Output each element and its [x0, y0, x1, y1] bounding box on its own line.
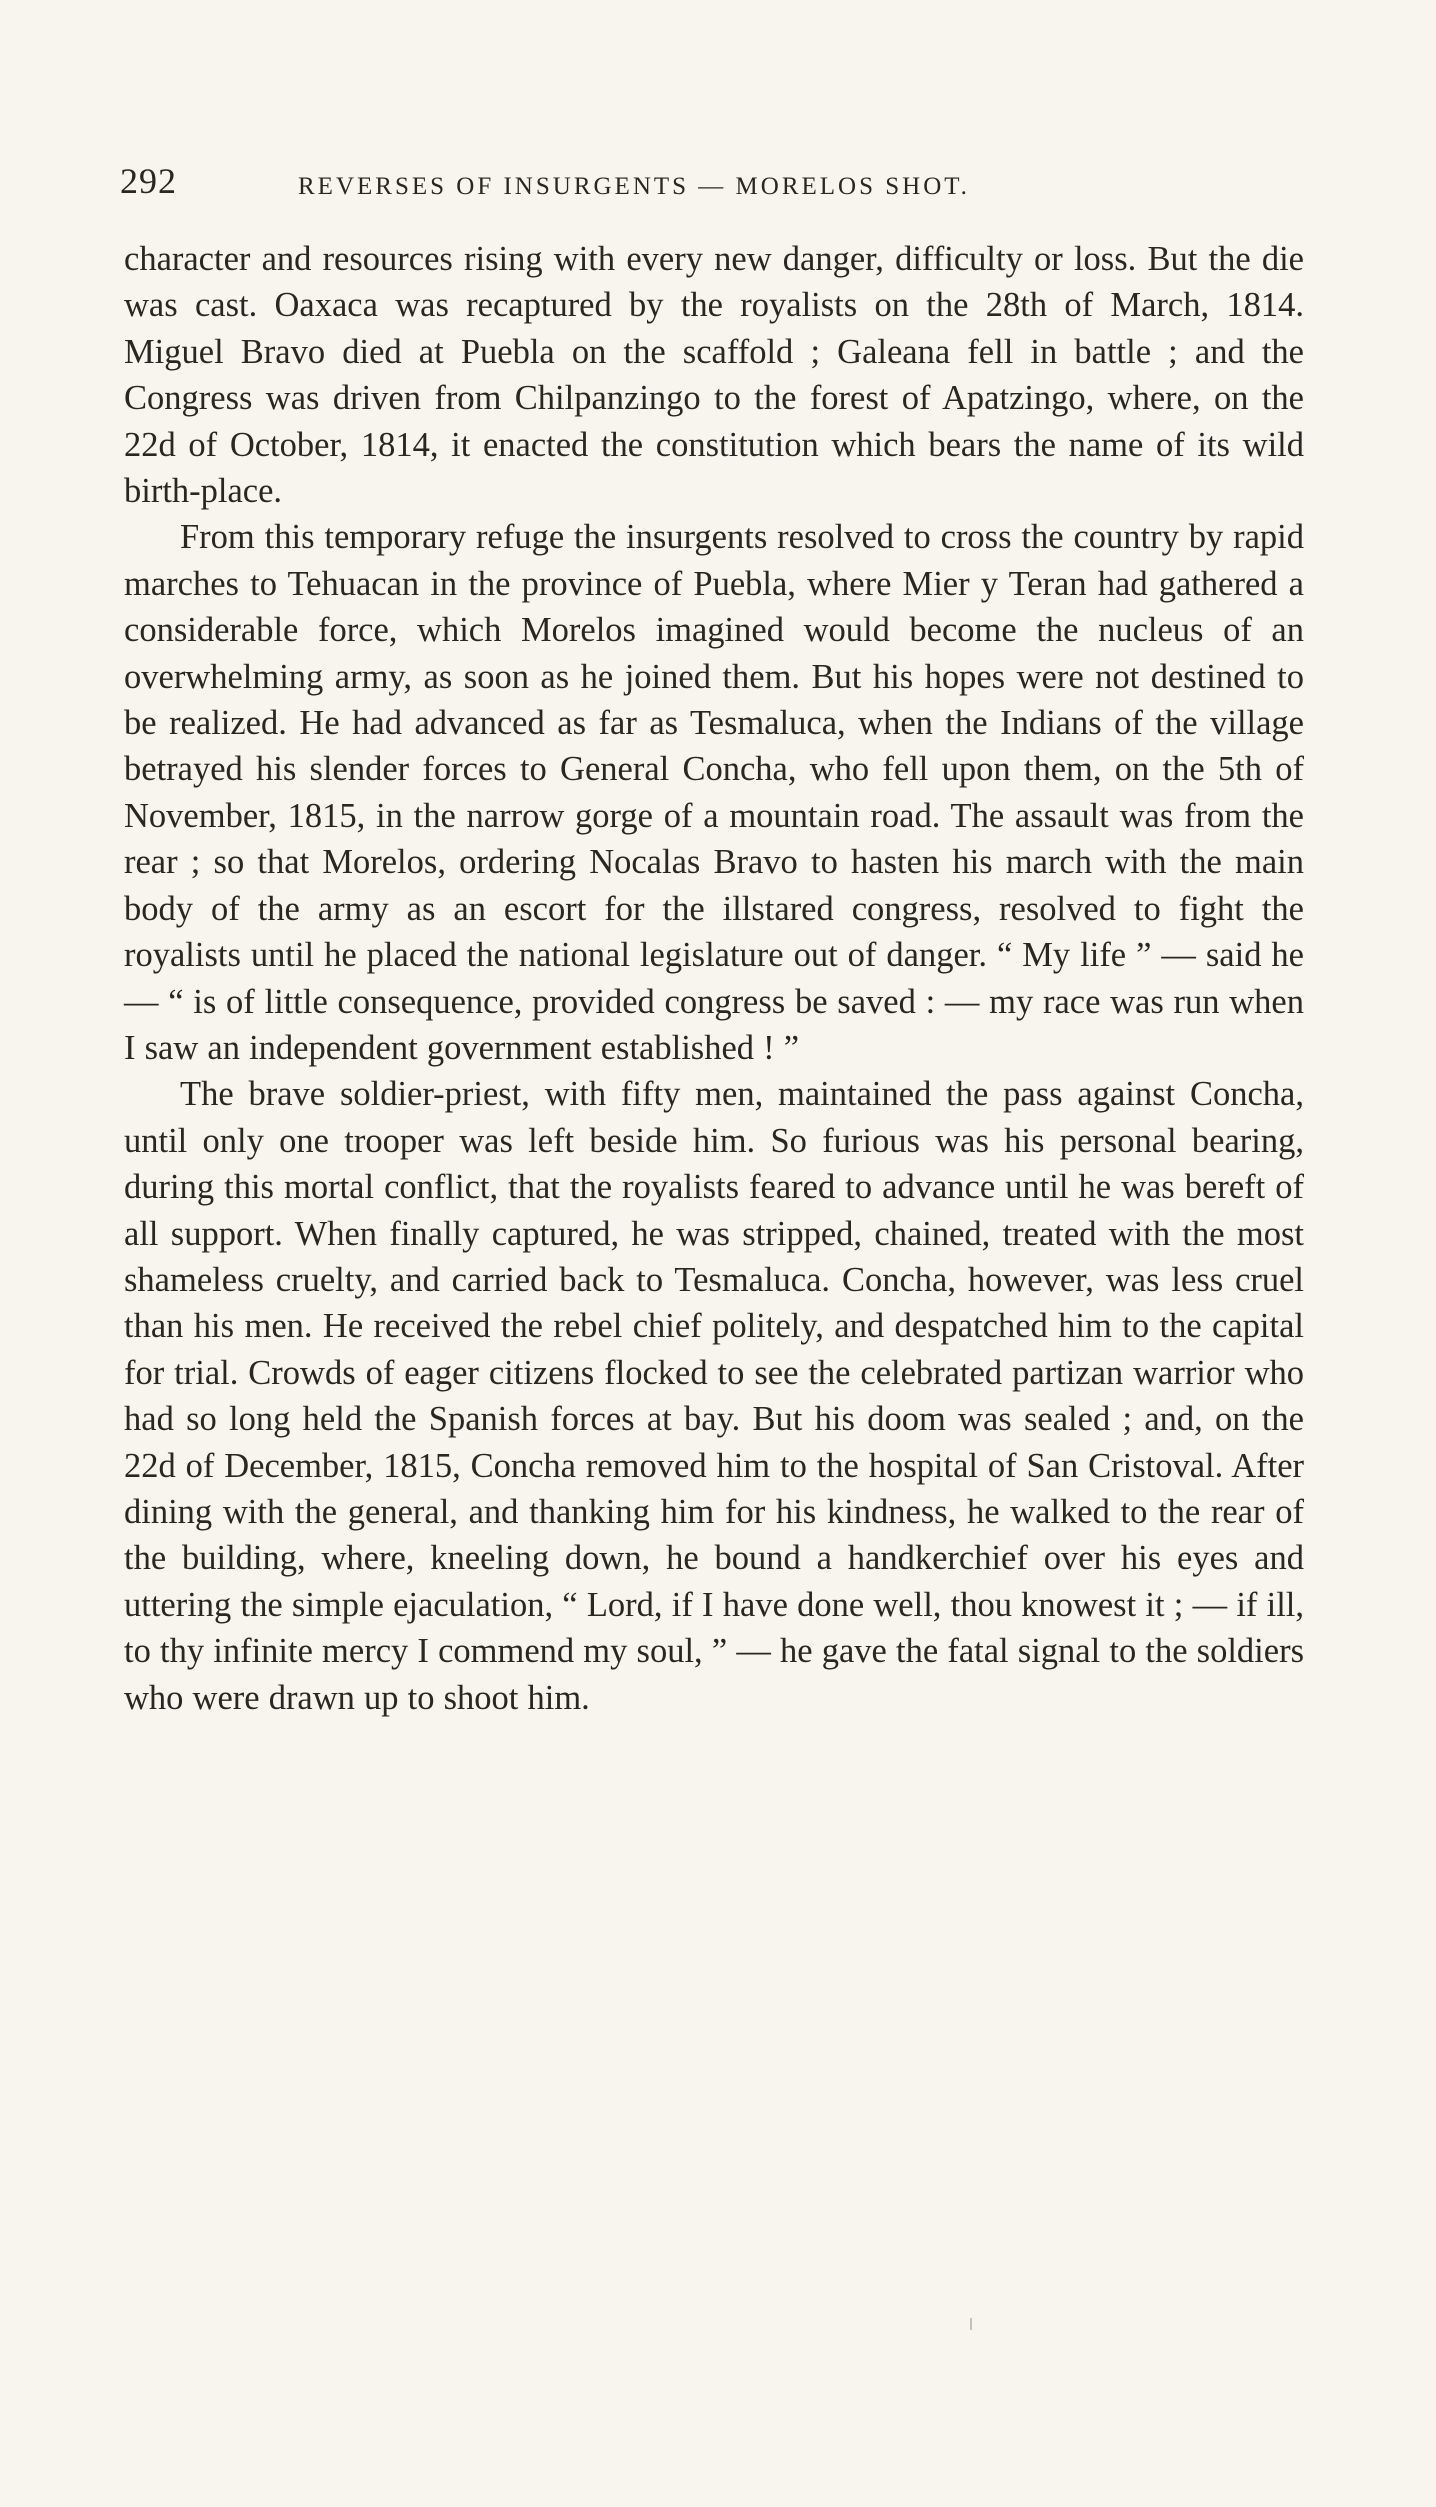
body-text	[124, 236, 1304, 1721]
paragraph-1: character and resources rising with every new danger, difficulty or loss. But the die was cast. Oaxaca was recaptured by the royalists on the 28th of March, 1814. Miguel Bravo died at Puebla on the scaffold ; Galeana fell in battle ; and the Congress was driven from Chilpanzingo to the forest of Apatzingo, where, on the 22d of October, 1814, it enacted the constitution which bears the name of its wild birth-place.	[124, 240, 1304, 511]
paragraph-3: The brave soldier-priest, with fifty men, maintained the pass against Concha, until only one trooper was left beside him. So furious was his personal bearing, during this mortal conflict, that the royalists feared to advance until he was bereft of all support. When finally captured, he was stripped, chained, treated with the most shameless cruelty, and carried back to Tesmaluca. Concha, however, was less cruel than his men. He received the rebel chief politely, and despatched him to the capital for trial. Crowds of eager citizens flocked to see the celebrated partizan warrior who had so long held the Spanish forces at bay. But his doom was sealed ; and, on the 22d of December, 1815, Concha removed him to the hospital of San Cristoval. After dining with the general, and thanking him for his kindness, he walked to the rear of the building, where, kneeling down, he bound a handkerchief over his eyes and uttering the simple ejaculation, “ Lord, if I have done well, thou knowest it ; — if ill, to thy infinite mercy I commend my soul, ” — he gave the fatal signal to the soldiers who were drawn up to shoot him.	[124, 1075, 1304, 1717]
paragraph-2: From this temporary refuge the insurgents resolved to cross the country by rapid marches to Tehuacan in the province of Puebla, where Mier y Teran had gathered a considerable force, which Morelos imagined would become the nucleus of an overwhelming army, as soon as he joined them. But his hopes were not destined to be realized. He had advanced as far as Tesmaluca, when the Indians of the village betrayed his slender forces to General Concha, who fell upon them, on the 5th of November, 1815, in the narrow gorge of a mountain road. The assault was from the rear ; so that Morelos, ordering Nocalas Bravo to hasten his march with the main body of the army as an escort for the illstared congress, resolved to fight the royalists until he placed the national legislature out of danger. “ My life ” — said he — “ is of little consequence, provided congress be saved : — my race was run when I saw an independent government established ! ”	[124, 518, 1304, 1067]
stray-ink-mark	[970, 2318, 972, 2330]
page-number: 292	[120, 161, 177, 201]
page-header	[120, 160, 1120, 220]
running-head: REVERSES OF INSURGENTS — MORELOS SHOT.	[298, 173, 970, 200]
